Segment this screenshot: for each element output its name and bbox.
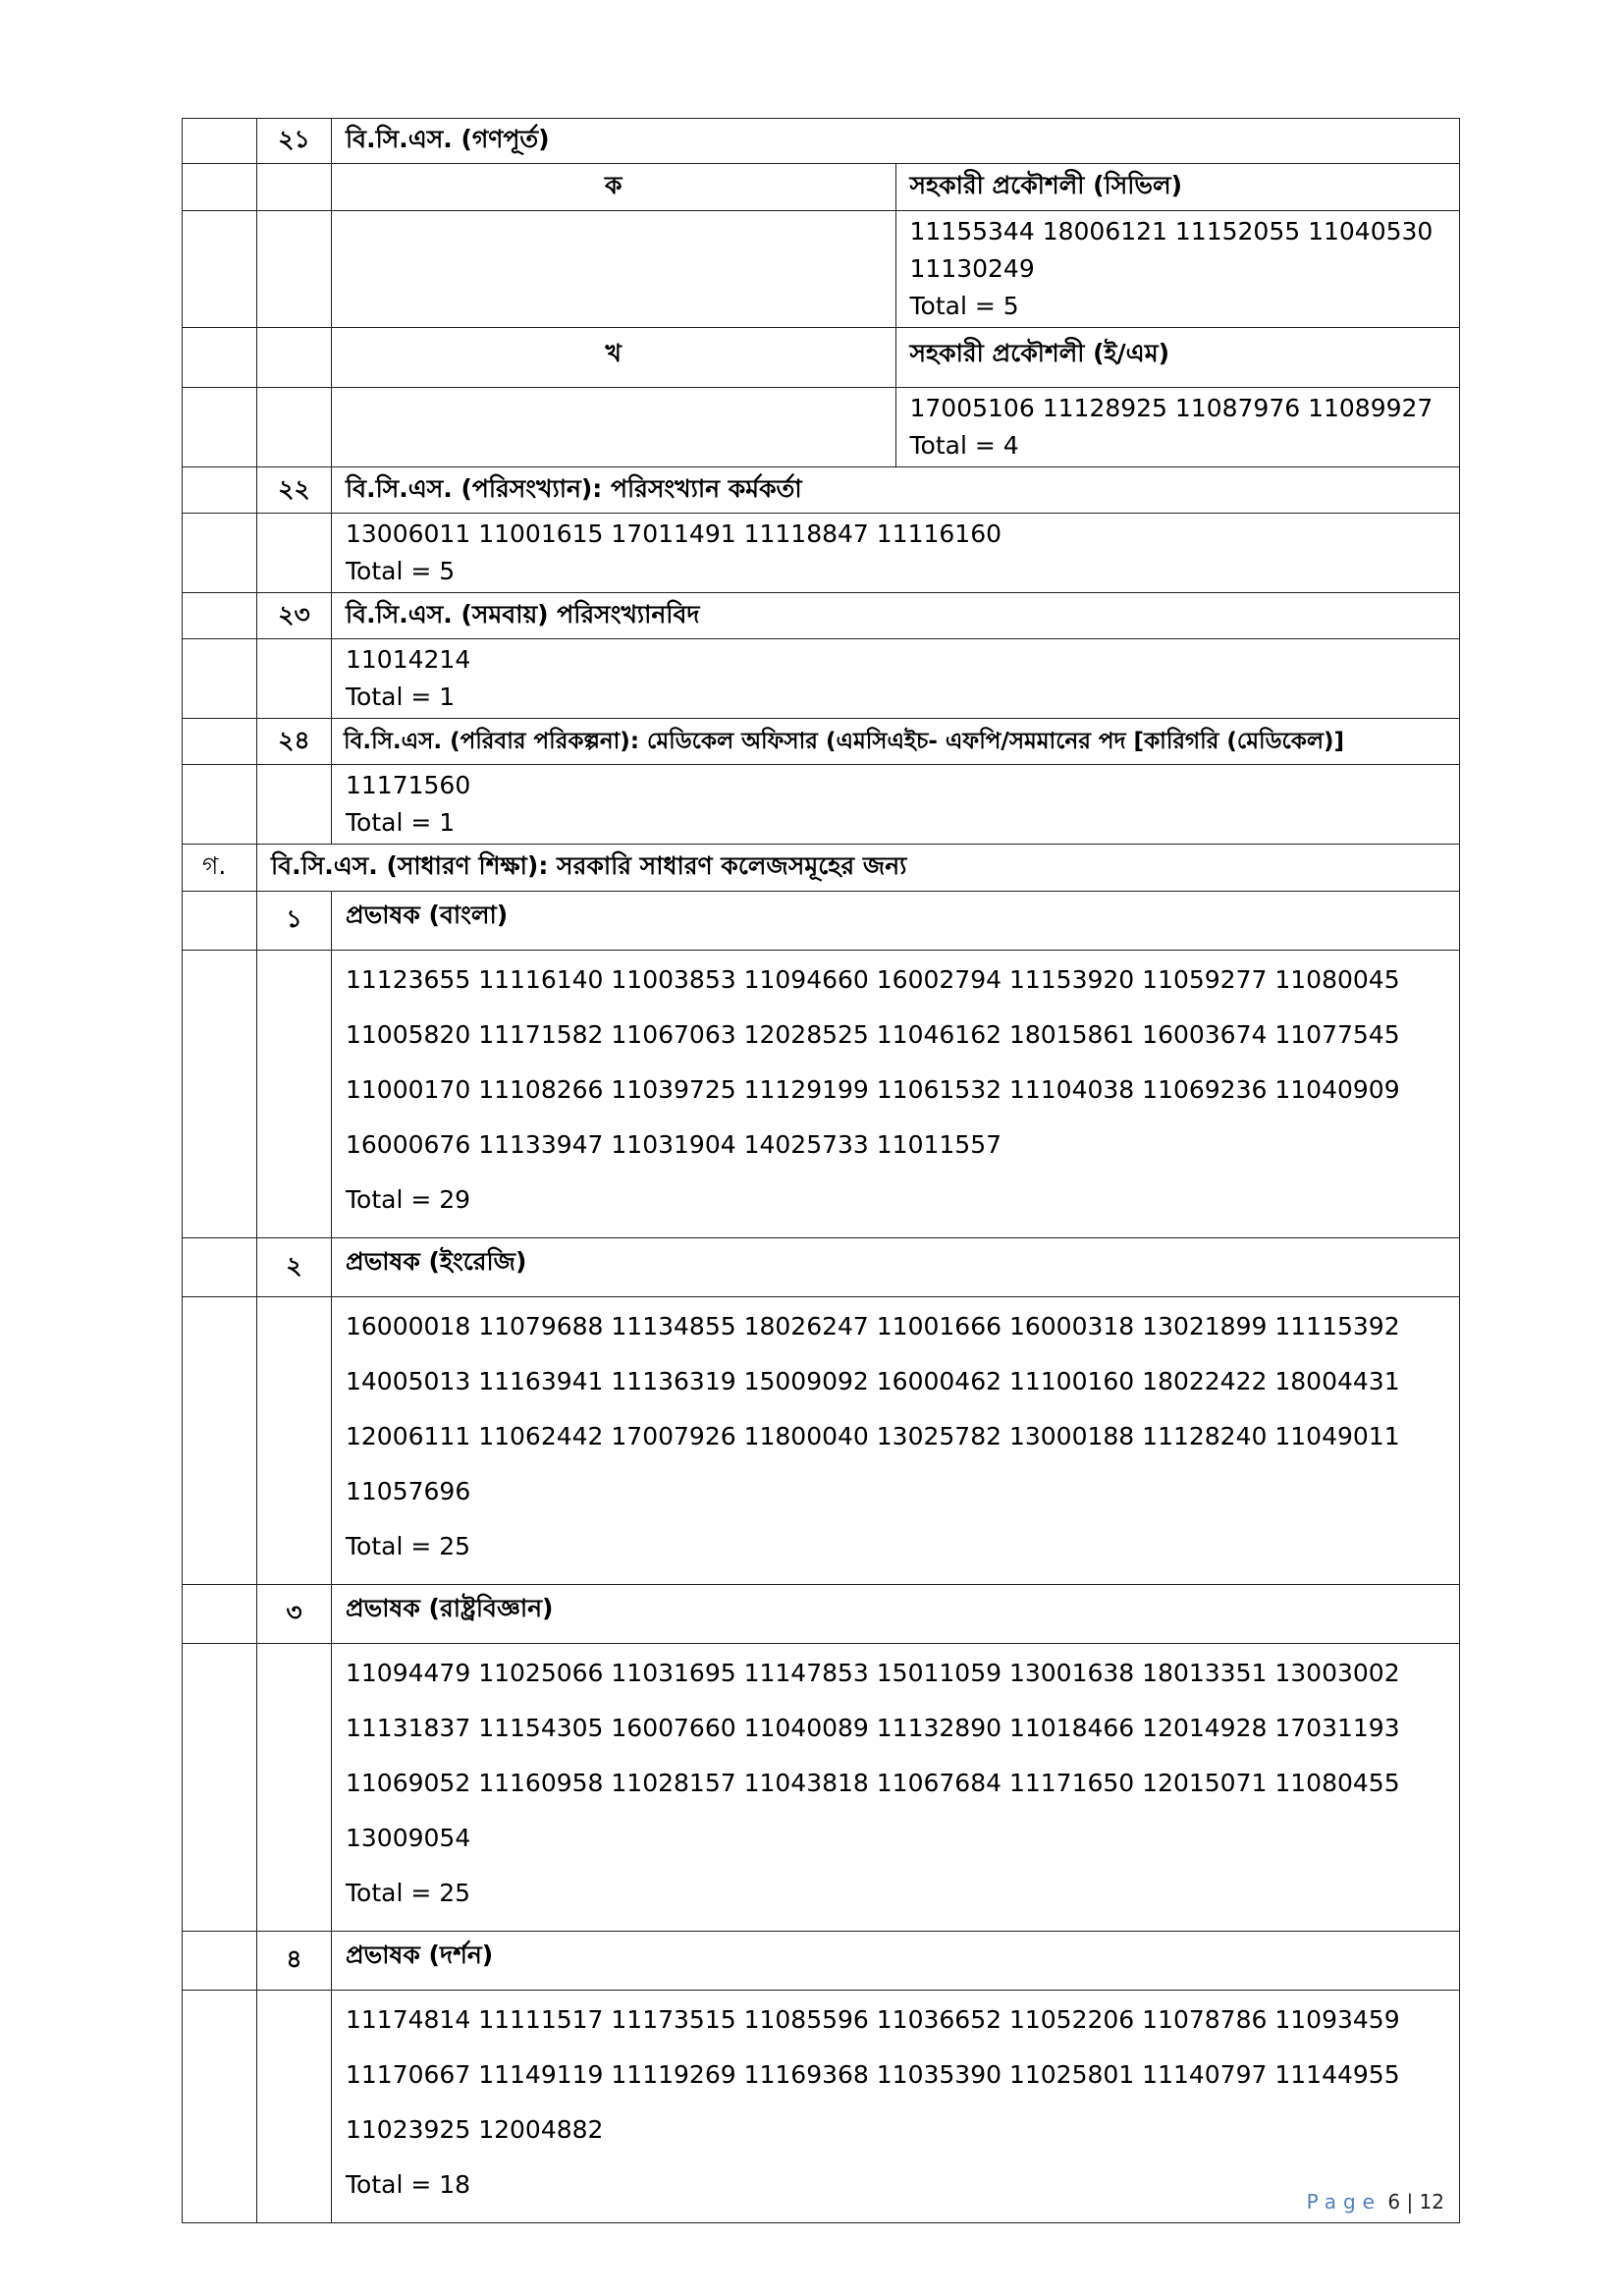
table-row: [183, 719, 1460, 765]
page-number: 6: [1387, 2190, 1401, 2214]
roll-list: [895, 388, 1460, 467]
roll-list: [895, 211, 1460, 328]
row-number: ৪: [257, 1932, 332, 1991]
roll-line: 11131837 11154305 16007660 11040089 11132890 11018466 12014928 17031193: [346, 1714, 1400, 1742]
table-row: [183, 467, 1460, 514]
table-row: [183, 951, 1460, 1238]
total-text: Total = 5: [909, 292, 1019, 320]
table-row: [183, 892, 1460, 951]
page-footer: [1307, 2190, 1444, 2214]
row-title: বি.সি.এস. (পরিবার পরিকল্পনা): মেডিকেল অফিসার (এমসিএইচ- এফপি/সমমানের পদ [কারিগরি (মেডিকেল)]: [332, 719, 1460, 765]
table-row: [183, 1297, 1460, 1585]
row-number: ১: [257, 892, 332, 951]
roll-line: 13006011 11001615 17011491 11118847 11116160: [346, 519, 1002, 548]
row-number: ২২: [257, 467, 332, 514]
roll-line: 16000676 11133947 11031904 14025733 11011557: [346, 1130, 1002, 1159]
roll-list: [332, 1991, 1460, 2223]
row-title: বি.সি.এস. (পরিসংখ্যান): পরিসংখ্যান কর্মকর্তা: [332, 467, 1460, 514]
table-row: [183, 639, 1460, 719]
sub-letter: ক: [332, 164, 896, 211]
table-row: [183, 1238, 1460, 1297]
row-title: প্রভাষক (রাষ্ট্রবিজ্ঞান): [332, 1585, 1460, 1644]
table-row: [183, 1644, 1460, 1932]
row-title: প্রভাষক (ইংরেজি): [332, 1238, 1460, 1297]
total-text: Total = 5: [346, 557, 456, 585]
page-separator: |: [1406, 2190, 1414, 2214]
sub-letter: খ: [332, 328, 896, 388]
section-label: গ.: [183, 845, 257, 892]
total-text: Total = 1: [346, 683, 456, 711]
roll-line: 13009054: [346, 1824, 471, 1852]
row-title: বি.সি.এস. (সমবায়) পরিসংখ্যানবিদ: [332, 593, 1460, 639]
roll-line: 16000018 11079688 11134855 18026247 11001666 16000318 13021899 11115392: [346, 1312, 1400, 1340]
roll-list: [332, 1644, 1460, 1932]
table-row: [183, 164, 1460, 211]
roll-line: 11005820 11171582 11067063 12028525 11046162 18015861 16003674 11077545: [346, 1020, 1400, 1049]
section-header-row: [183, 845, 1460, 892]
table-row: [183, 1991, 1460, 2223]
roll-list: [332, 514, 1460, 593]
table-row: [183, 1932, 1460, 1991]
roll-line: 12006111 11062442 17007926 11800040 13025782 13000188 11128240 11049011: [346, 1422, 1400, 1450]
total-text: Total = 1: [346, 808, 456, 837]
total-text: Total = 29: [346, 1185, 471, 1214]
table-row: [183, 388, 1460, 467]
table-row: [183, 593, 1460, 639]
row-number: ২৪: [257, 719, 332, 765]
row-number: ২১: [257, 119, 332, 164]
roll-line: 11000170 11108266 11039725 11129199 11061532 11104038 11069236 11040909: [346, 1075, 1400, 1104]
total-text: Total = 25: [346, 1532, 471, 1560]
table-row: [183, 211, 1460, 328]
roll-line: 11057696: [346, 1477, 471, 1505]
table-row: [183, 1585, 1460, 1644]
total-text: Total = 25: [346, 1879, 471, 1907]
row-title: প্রভাষক (বাংলা): [332, 892, 1460, 951]
table-row: [183, 765, 1460, 845]
total-text: Total = 18: [346, 2170, 471, 2199]
roll-line: 11171560: [346, 771, 471, 799]
roll-line: 11170667 11149119 11119269 11169368 11035390 11025801 11140797 11144955: [346, 2060, 1400, 2089]
roll-line: 17005106 11128925 11087976 11089927: [909, 394, 1434, 422]
roll-line: 11174814 11111517 11173515 11085596 11036652 11052206 11078786 11093459: [346, 2005, 1400, 2034]
total-text: Total = 4: [909, 431, 1019, 460]
roll-line: 11014214: [346, 645, 471, 674]
page-total: 12: [1419, 2190, 1444, 2214]
roll-list: [332, 765, 1460, 845]
page-label: Page: [1306, 2190, 1381, 2214]
row-number: ২৩: [257, 593, 332, 639]
sub-title: সহকারী প্রকৌশলী (সিভিল): [895, 164, 1460, 211]
roll-list: [332, 639, 1460, 719]
row-number: ২: [257, 1238, 332, 1297]
results-table: [182, 118, 1460, 2223]
row-title: প্রভাষক (দর্শন): [332, 1932, 1460, 1991]
row-number: ৩: [257, 1585, 332, 1644]
roll-list: [332, 1297, 1460, 1585]
roll-line: 14005013 11163941 11136319 15009092 16000462 11100160 18022422 18004431: [346, 1367, 1400, 1395]
row-title: বি.সি.এস. (গণপূর্ত): [332, 119, 1460, 164]
roll-line: 11069052 11160958 11028157 11043818 11067684 11171650 12015071 11080455: [346, 1769, 1400, 1797]
table-row: [183, 119, 1460, 164]
roll-list: [332, 951, 1460, 1238]
roll-line: 11123655 11116140 11003853 11094660 16002794 11153920 11059277 11080045: [346, 965, 1400, 994]
roll-line: 11094479 11025066 11031695 11147853 15011059 13001638 18013351 13003002: [346, 1659, 1400, 1687]
sub-title: সহকারী প্রকৌশলী (ই/এম): [895, 328, 1460, 388]
table-row: [183, 514, 1460, 593]
roll-line: 11155344 18006121 11152055 11040530 11130249: [909, 217, 1434, 283]
roll-line: 11023925 12004882: [346, 2115, 604, 2144]
table-row: [183, 328, 1460, 388]
section-title: বি.সি.এস. (সাধারণ শিক্ষা): সরকারি সাধারণ কলেজসমূহের জন্য: [257, 845, 1460, 892]
